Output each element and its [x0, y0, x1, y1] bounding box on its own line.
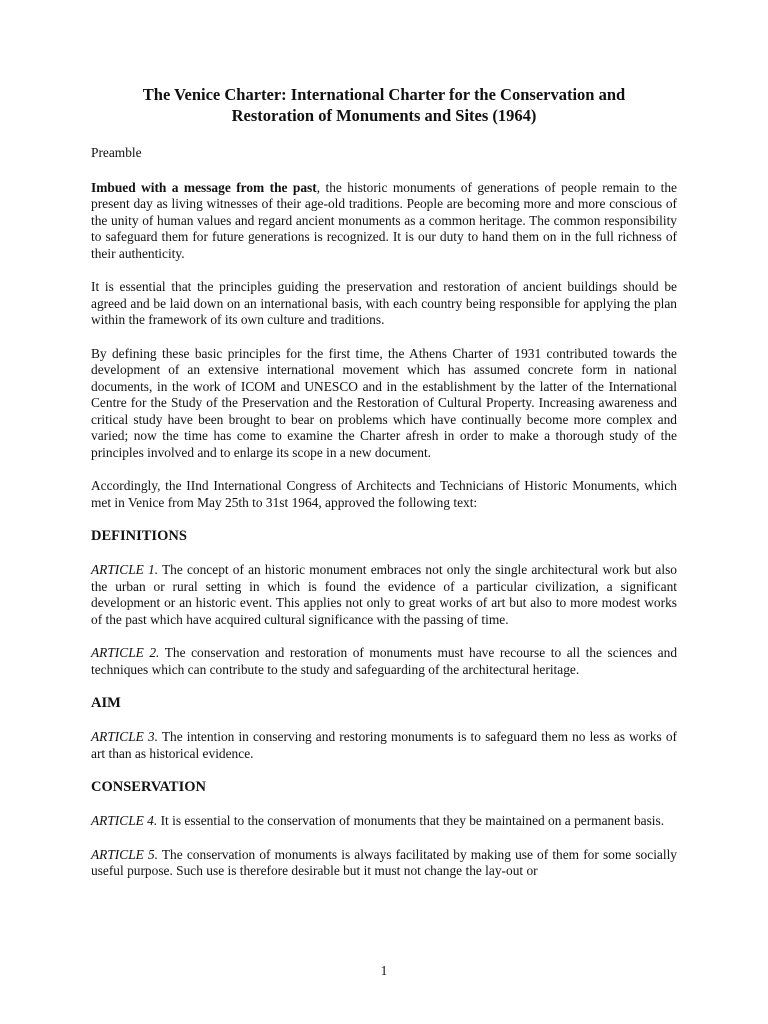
page-number: 1: [380, 963, 388, 978]
title-line-1: The Venice Charter: International Charter for the Conservation and: [142, 85, 626, 104]
preamble-paragraph-4: Accordingly, the IInd International Congress of Architects and Technicians of Historic Monuments, which met in Venice from May 25th to 31st 1964, approved the following text:: [91, 478, 677, 510]
article-label: ARTICLE 4.: [91, 813, 158, 828]
article-text: The intention in conserving and restoring monuments is to safeguard them no less as works of art than as historical evidence.: [91, 729, 677, 761]
document-body: [91, 84, 677, 897]
preamble-paragraph-3: By defining these basic principles for the first time, the Athens Charter of 1931 contributed towards the development of an extensive international movement which has assumed concrete form in national documents, in the work of ICOM and UNESCO and in the establishment by the latter of the International Centre for the Study of the Preservation and the Restoration of Cultural Property. Increasing awareness and critical study have been brought to bear on problems which have continually become more complex and varied; now the time has come to examine the Charter afresh in order to make a thorough study of the principles involved and to enlarge its scope in a new document.: [91, 345, 677, 460]
article-text: The conservation of monuments is always facilitated by making use of them for some socially useful purpose. Such use is therefore desirable but it must not change the lay-out or: [91, 846, 677, 878]
article-label: ARTICLE 2.: [91, 645, 160, 660]
document-title: [91, 84, 677, 126]
article-2: [91, 645, 677, 678]
article-text: The concept of an historic monument embraces not only the single architectural work but also the urban or rural setting in which is found the evidence of a particular civilization, a significant development or an historic event. This applies not only to great works of art but also to more modest works of the past which have acquired cultural significance with the passing of time.: [91, 562, 677, 627]
article-label: ARTICLE 1.: [91, 562, 159, 577]
article-text: It is essential to the conservation of monuments that they be maintained on a permanent basis.: [157, 813, 665, 828]
article-label: ARTICLE 3.: [91, 729, 158, 744]
article-text: The conservation and restoration of monuments must have recourse to all the sciences and techniques which can contribute to the study and safeguarding of the architectural heritage.: [91, 645, 678, 677]
article-1: [91, 562, 677, 628]
preamble-paragraph-2: It is essential that the principles guiding the preservation and restoration of ancient buildings should be agreed and be laid down on an international basis, with each country being responsible for applying the plan within the framework of its own culture and traditions.: [91, 279, 677, 327]
section-heading-definitions: DEFINITIONS: [91, 528, 187, 544]
paragraph-lead: Imbued with a message from the past: [91, 179, 317, 195]
preamble-heading: Preamble: [91, 145, 142, 160]
article-label: ARTICLE 5.: [91, 846, 158, 862]
preamble-paragraph-1: [91, 180, 677, 263]
section-heading-aim: AIM: [91, 695, 121, 711]
article-5: [91, 847, 677, 880]
paragraph-text: , the historic monuments of generations of people remain to the present day as living witnesses of their age-old traditions. People are becoming more and more conscious of the unity of human values and regard ancient monuments as a common heritage. The common responsibility to safeguard them for future generations is recognized. It is our duty to hand them on in the full richness of their authenticity.: [91, 179, 677, 261]
article-3: [91, 729, 677, 762]
article-4: [91, 813, 677, 830]
title-line-2: Restoration of Monuments and Sites (1964): [231, 106, 537, 125]
section-heading-conservation: CONSERVATION: [91, 779, 206, 795]
